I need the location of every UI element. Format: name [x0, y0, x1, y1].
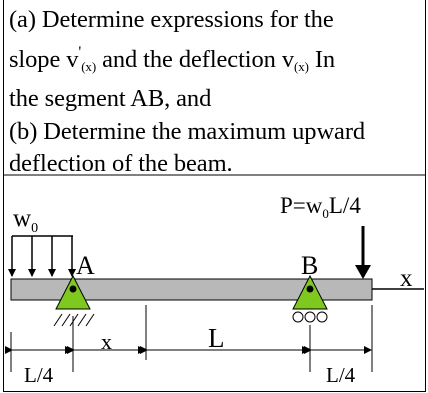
- problem-line-3: the segment AB, and: [9, 85, 212, 112]
- support-A-label: A: [76, 251, 95, 280]
- slope-subscript: (x): [81, 58, 97, 74]
- prime-mark: ': [78, 43, 82, 61]
- problem-line-4: (b) Determine the maximum upward: [9, 117, 366, 145]
- x-axis-label: x: [400, 265, 413, 292]
- load-P-label: $P=w_0L/4$: [280, 193, 361, 221]
- load-w0-label: $w_0$: [13, 205, 39, 236]
- dim-right-overhang-label: L/4: [326, 363, 356, 387]
- support-B-label: B: [301, 251, 319, 280]
- dim-left-overhang-label: L/4: [24, 363, 54, 387]
- problem-line-5: deflection of the beam.: [9, 150, 233, 177]
- deflection-subscript: (x): [293, 58, 309, 74]
- dim-x-label: x: [101, 329, 112, 354]
- deflection-label: and the deflection v: [96, 45, 294, 73]
- point-load-arrowhead: [355, 265, 371, 279]
- distributed-load: [12, 236, 73, 276]
- problem-line-1: (a) Determine expressions for the: [9, 6, 334, 33]
- slope-label: slope v: [9, 45, 79, 73]
- segment-label: In: [308, 45, 336, 73]
- dim-L-label: L: [208, 323, 225, 353]
